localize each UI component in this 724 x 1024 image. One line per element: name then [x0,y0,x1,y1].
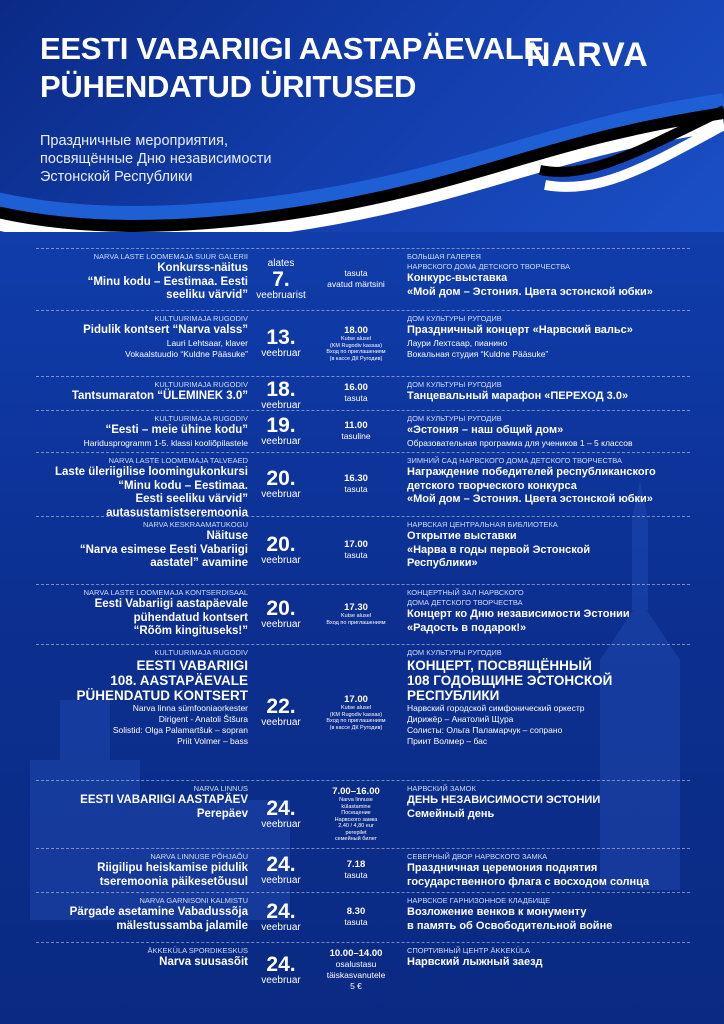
event-title: Eesti Vabariigi aastapäevale [94,598,248,610]
event-venue: NARVA LINNUS [193,784,248,793]
event-detail: Narva linna sümfooniaorkester [132,703,248,713]
date-day: 18. [266,378,296,401]
event-ru-venue: СЕВЕРНЫЙ ДВОР НАРВСКОГО ЗАМКА [407,852,548,861]
event-title: Konkurss-näitus [157,262,248,274]
page-title [40,30,544,106]
event-title: Perepäev [196,807,248,820]
event-time [318,859,394,881]
event-ru-title: Нарвский лыжный заезд [407,956,543,968]
event-price: tasuline [341,431,371,441]
event-ru-title: Праздничный концерт «Нарвский вальс» [407,324,633,336]
event-time [318,948,394,992]
subtitle-line: посвящённые Дню независимости [40,151,272,167]
date-day: 19. [266,414,296,437]
event-ru-venue: ДОМ КУЛЬТУРЫ РУГОДИВ [407,380,502,389]
date-month: veebruar [261,348,301,359]
date-day: 7. [272,268,290,291]
event-title: Laste üleriigilise loomingukonkursi [55,466,248,478]
event-access-note: (в кассе ДК Ругодив) [329,355,383,362]
event-detail: Haridusprogramm 1-5. klassi kooliõpilastele [83,437,248,448]
event-title: “Minu kodu – Eestimaa. Eesti [87,275,248,288]
event-ru-title: «Нарва в годы первой Эстонской [407,543,591,556]
event-title: EESTI VABARIIGI AASTAPÄEV [80,794,248,806]
event-detail: Solistid: Olga Palamartšuk – sopran [112,725,248,735]
event-venue: NARVA LINNUSE PÕHJAÕU [150,852,248,861]
event-ru [407,852,693,889]
date-day: 24. [266,900,296,923]
event-ru [407,456,693,507]
event-row [36,942,690,997]
event-ru-detail: Солисты: Ольга Паламарчук – сопрано [407,725,563,735]
event-venue: NARVA GARNISONI KALMISTU [139,896,248,905]
event-ru [407,520,693,571]
event-ru [407,314,693,360]
event-ru [407,380,693,404]
event-title: Riigilipu heiskamise pidulik [97,862,248,874]
date-day: 24. [266,853,296,876]
event-time [318,694,394,731]
date-month: veebruar [261,922,301,933]
date-month: veebruar [261,436,301,447]
event-ru-detail: Нарвский городской симфонический оркестр [407,703,585,713]
event-time [318,602,394,626]
date-month: veebruar [261,555,301,566]
event-ru-title: Семейный день [407,807,495,820]
event-date [250,901,312,933]
event-ru-title: «Радость в подарок!» [407,621,527,634]
event-et [36,252,248,303]
date-month: veebruar [261,489,301,500]
event-access-note: Вход по приглашениям [326,349,386,355]
event-price: 2,40 / 4,80 eur [338,823,374,829]
event-venue: KULTUURIMAJA RUGODIV [154,648,248,657]
event-venue: KULTUURIMAJA RUGODIV [154,380,248,389]
event-title: “Minu kodu – Eestimaa. [118,479,248,492]
event-ru-venue: СПОРТИВНЫЙ ЦЕНТР ÄKKEKÜLA [407,946,531,955]
event-detail: Dirigent - Anatoli Štšura [158,714,248,724]
event-price: tasuta [344,268,368,278]
event-date [250,954,312,986]
event-et [36,946,248,970]
event-ru-venue: НАРВСКИЙ ЗАМОК [407,784,476,793]
event-price: tasuta [344,484,368,494]
event-price: osalustasu [335,959,377,969]
event-price: tasuta [344,393,368,403]
event-access-note: Вход по приглашениям [326,718,386,724]
event-row [36,516,690,583]
date-month: veebruarist [256,290,306,301]
event-access-note: Kutse alusel [341,705,371,711]
event-title: Pärgade asetamine Vabadussõja [69,906,248,918]
event-ru [407,896,693,933]
event-ru-title: в память об Освободительной войне [407,919,613,932]
event-time-value: 17.00 [344,694,368,705]
date-month: veebruar [261,819,301,830]
event-ru-title: «Мой дом – Эстония. Цвета эстонской юбки» [407,493,653,505]
event-time [318,382,394,404]
event-et [36,414,248,449]
event-ru-title: детского творческого конкурса [407,479,577,492]
event-title: PÜHENDATUD KONTSERT [76,688,248,703]
event-price: 5 € [350,981,362,991]
event-time-value: 17.30 [344,602,368,613]
event-time-value: 11.00 [344,420,368,431]
date-month: veebruar [261,717,301,728]
event-ru-title: Награждение победителей республиканского [407,466,656,478]
event-date [250,379,312,411]
event-price: Narva linnuse [339,797,373,803]
event-ru-title: Концерт ко Дню независимости Эстонии [407,608,630,620]
event-row [36,410,690,451]
event-ru [407,946,693,970]
event-time [318,268,394,290]
event-time-value: 10.00–14.00 [329,948,383,959]
event-ru-title: РЕСПУБЛИКИ [407,688,500,703]
event-date [250,696,312,728]
event-venue: NARVA LASTE LOOMEMAJA SUUR GALERII [93,252,248,261]
event-venue: NARVA LASTE LOOMEMAJA TALVEAED [108,456,248,465]
event-row [36,248,690,309]
event-ru [407,648,693,747]
event-title: EESTI VABARIIGI [136,658,248,673]
event-ru-venue: НАРВСКОГО ДОМА ДЕТСКОГО ТВОРЧЕСТВА [407,262,570,271]
event-title: Pidulik kontsert “Narva valss” [83,324,248,336]
subtitle-line: Эстонской Республики [40,169,193,185]
event-ru-venue: ДОМ КУЛЬТУРЫ РУГОДИВ [407,414,502,423]
date-day: 24. [266,953,296,976]
event-ru-detail: Приит Волмер – бас [407,736,488,746]
event-title: tseremoonia päikesetõusul [99,875,248,888]
event-ru-title: Возложение венков к монументу [407,906,587,918]
event-time-value: 16.00 [344,382,368,393]
event-time-value: 18.00 [344,325,368,336]
subtitle-line: Праздничные мероприятия, [40,133,229,149]
event-venue: KULTUURIMAJA RUGODIV [154,314,248,323]
event-ru-detail: Образовательная программа для учеников 1 – 5 классов [407,437,633,448]
event-ru-venue: НАРВСКАЯ ЦЕНТРАЛЬНАЯ БИБЛИОТЕКА [407,520,558,529]
event-ru-title: «Эстония – наш общий дом» [407,424,564,436]
event-ru-venue: БОЛЬШАЯ ГАЛЕРЕЯ [407,252,481,261]
event-access-note: Kutse alusel [341,613,371,619]
event-access-note: Kutse alusel [341,336,371,342]
event-ru-title: ДЕНЬ НЕЗАВИСИМОСТИ ЭСТОНИИ [407,794,601,806]
event-price: tasuta [344,870,368,880]
date-prefix: alates [267,258,295,269]
event-time [318,420,394,442]
event-time [318,906,394,928]
narva-logo: NARVA [526,36,649,74]
event-price: avatud märtsini [327,279,385,289]
event-et [36,784,248,821]
event-date [250,854,312,886]
event-title: Näituse [206,530,248,542]
event-access-note: Вход по приглашениям [326,619,386,626]
event-date [250,327,312,359]
event-price: tasuta [344,550,368,560]
event-row [36,780,690,847]
event-et [36,588,248,639]
event-ru-venue: ДОМ КУЛЬТУРЫ РУГОДИВ [407,648,502,657]
event-ru [407,414,693,449]
event-detail: Priit Volmer – bass [177,736,248,746]
event-et [36,852,248,889]
event-title: 108. AASTAPÄEVALE [110,673,248,688]
event-ru-detail: Дирижёр – Анатолий Щура [407,714,514,724]
event-venue: ÄKKEKÜLA SPORDIKESKUS [147,946,248,955]
event-row [36,644,690,779]
event-time [318,786,394,843]
date-day: 20. [266,467,296,490]
event-et [36,648,248,747]
event-time-value: 7.18 [346,859,366,870]
event-venue: NARVA KESKRAAMATUKOGU [142,520,248,529]
event-ru [407,252,693,299]
header-banner [0,0,724,232]
event-title: aastatel” avamine [150,557,248,569]
event-ru-detail: Вокальная студия “Kuldne Pääsuke” [407,348,549,359]
date-day: 20. [266,597,296,620]
date-month: veebruar [261,975,301,986]
event-ru-title: Конкурс-выставка [407,272,508,284]
event-et [36,314,248,360]
event-time-value: 7.00–16.00 [332,786,380,797]
event-row [36,376,690,409]
event-ru-title: Танцевальный марафон «ПЕРЕХОД 3.0» [407,390,629,402]
event-ru-title: КОНЦЕРТ, ПОСВЯЩЁННЫЙ [407,658,592,673]
event-title: seeliku värvid” [166,289,248,301]
event-time [318,473,394,495]
event-et [36,456,248,520]
event-title: Narva suusasõit [159,956,248,968]
event-date [250,415,312,447]
event-ru-title: Открытие выставки [407,530,517,542]
event-row [36,452,690,519]
event-title: Eesti seeliku värvid” [135,493,248,505]
event-ru-title: 108 ГОДОВЩИНЕ ЭСТОНСКОЙ [407,673,613,688]
event-ru [407,588,693,635]
date-day: 24. [266,797,296,820]
event-ru [407,784,693,821]
event-access-note: (KM Rugodiv kassas) [329,711,383,718]
event-price: семейный билет [334,836,378,842]
event-ru-venue: КОНЦЕРТНЫЙ ЗАЛ НАРВСКОГО [407,588,524,597]
event-date [250,534,312,566]
event-ru-title: государственного флага с восходом солнца [407,875,650,888]
event-title: autasustamistseremoonia [106,506,248,519]
event-detail: Lauri Lehtsaar, klaver [166,337,248,348]
event-date [250,468,312,500]
event-ru-detail: Лаури Лехтсаар, пианино [407,337,508,348]
event-title: “Narva esimese Eesti Vabariigi [79,543,248,556]
date-month: veebruar [261,875,301,886]
event-et [36,896,248,933]
event-time [318,539,394,561]
event-date [250,258,312,301]
event-ru-title: Праздничная церемония поднятия [407,862,598,874]
event-venue: NARVA LASTE LOOMEMAJA KONTSERDISAAL [83,588,248,597]
date-day: 20. [266,533,296,556]
event-title: mälestussamba jalamile [116,919,248,932]
event-venue: KULTUURIMAJA RUGODIV [154,414,248,423]
event-ru-title: «Мой дом – Эстония. Цвета эстонской юбки» [407,285,653,298]
event-date [250,598,312,630]
event-et [36,380,248,404]
event-price: Нарвского замка [334,816,378,823]
event-access-note: (KM Rugodiv kassas) [329,342,383,349]
event-access-note: (в кассе ДК Ругодив) [329,724,383,731]
title-line: PÜHENDATUD ÜRITUSED [40,69,417,104]
date-day: 22. [266,695,296,718]
date-month: veebruar [261,619,301,630]
event-row [36,848,690,891]
title-line: EESTI VABARIIGI AASTAPÄEVALE [40,31,544,66]
event-ru-venue: ДОМА ДЕТСКОГО ТВОРЧЕСТВА [407,598,523,607]
event-price: külastamine [341,803,371,810]
event-price: täiskasvanutele [326,970,386,980]
event-title: Tantsumaraton “ÜLEMINEK 3.0” [71,390,248,402]
event-price: Посещение [341,810,371,816]
event-price: tasuta [344,917,368,927]
event-ru-venue: ЗИМНИЙ САД НАРВСКОГО ДОМА ДЕТСКОГО ТВОРЧЕСТВА [407,456,623,465]
event-time-value: 17.00 [344,539,368,550]
event-et [36,520,248,571]
event-row [36,584,690,643]
event-ru-venue: ДОМ КУЛЬТУРЫ РУГОДИВ [407,314,502,323]
event-time [318,325,394,362]
subtitle [40,132,360,186]
date-month: veebruar [261,400,301,411]
event-time-value: 16.30 [344,473,368,484]
event-ru-title: Республики» [407,557,478,569]
event-row [36,310,690,375]
event-time-value: 8.30 [346,906,366,917]
event-price: perepilet [345,829,367,836]
event-row [36,892,690,941]
event-date [250,798,312,830]
event-detail: Vokaalstuudio “Kuldne Pääsuke” [125,348,248,359]
event-title: “Rõõm kingituseks!” [133,625,248,637]
event-title: pühendatud kontsert [133,611,248,624]
event-ru-venue: НАРВСКОЕ ГАРНИЗОННОЕ КЛАДБИЩЕ [407,896,551,905]
event-title: “Eesti – meie ühine kodu” [105,424,248,436]
date-day: 13. [266,326,296,349]
